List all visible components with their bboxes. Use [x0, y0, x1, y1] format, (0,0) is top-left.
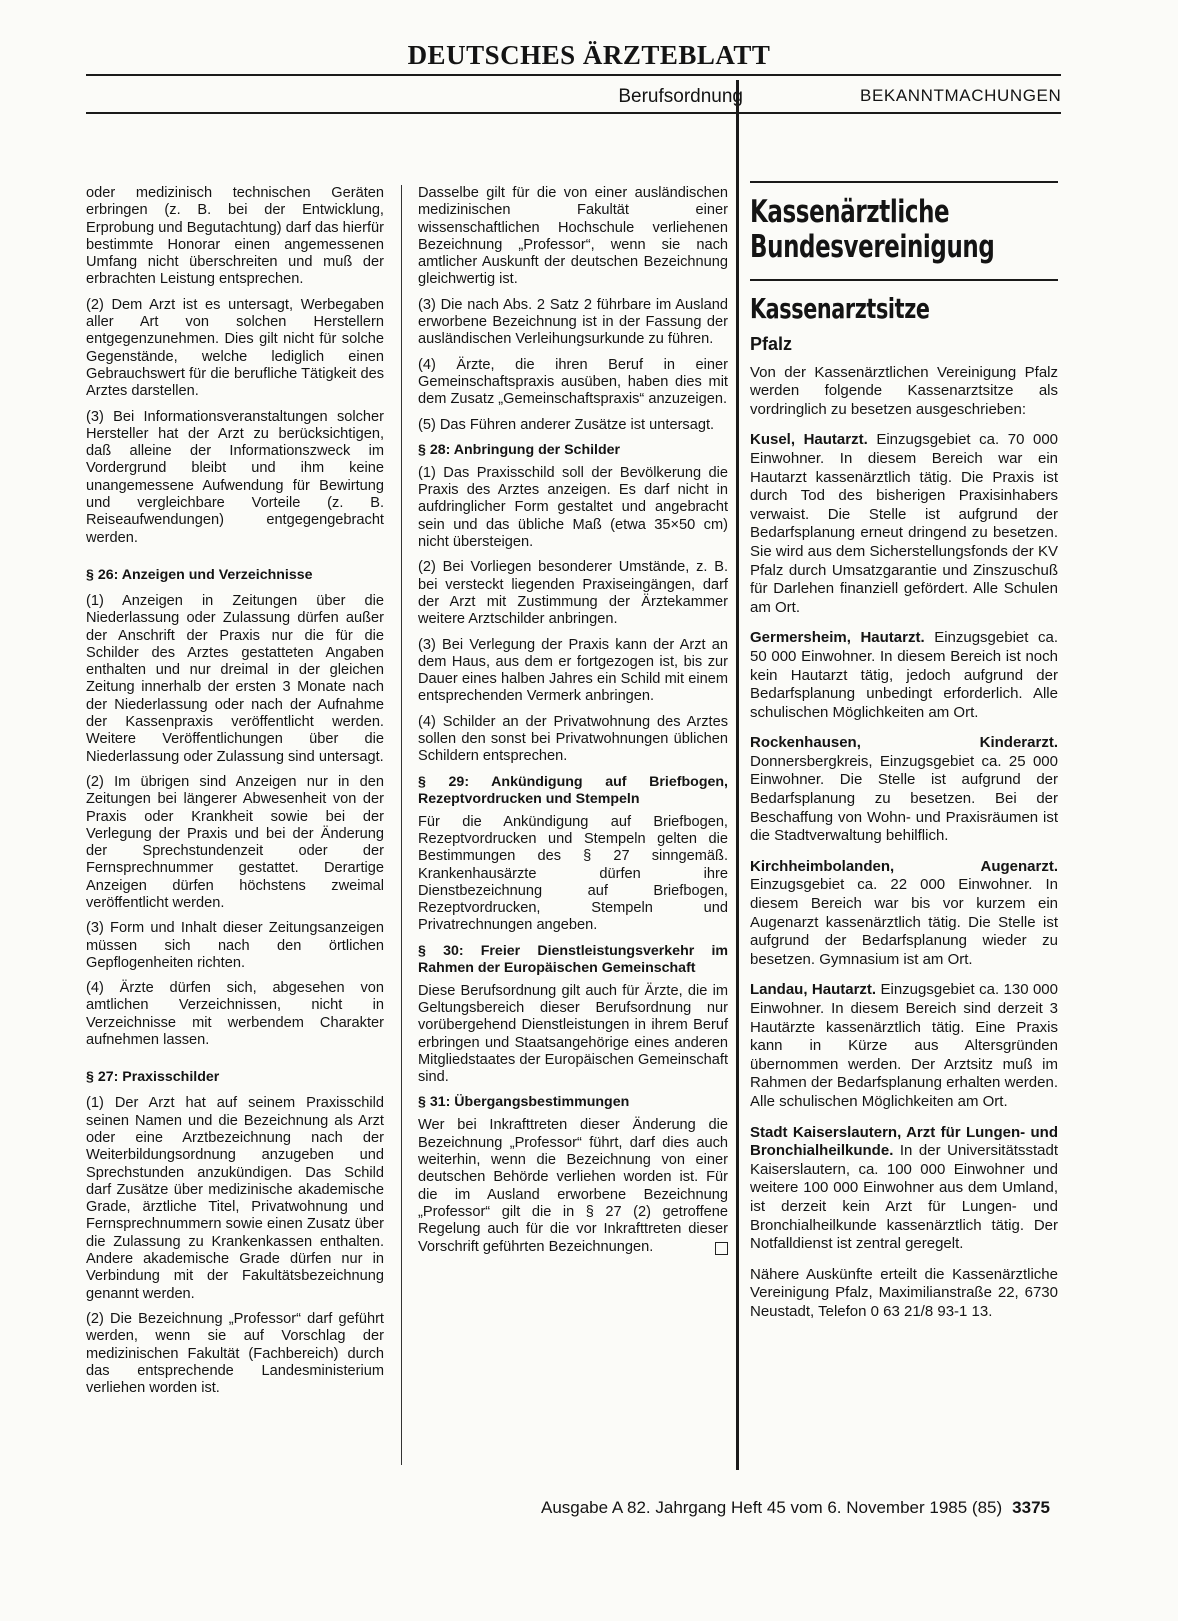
paragraph: Diese Berufsordnung gilt auch für Ärzte, die im Geltungsbereich dieser Berufsordnung nur vorübergehend Dienstleistungen in ihrem Beruf erbringen und Staatsangehörige eines anderen Mitgliedstaates der Europäischen Gemeinschaft sind. [418, 982, 728, 1086]
section-heading: § 26: Anzeigen und Verzeichnisse [86, 566, 313, 583]
paragraph: (3) Die nach Abs. 2 Satz 2 führbare im Ausland erworbene Bezeichnung ist in der Fassung der ausländischen Verleihungsurkunde zu führen. [418, 296, 728, 348]
entry [750, 629, 1058, 722]
entry [750, 858, 1058, 970]
column-1 [86, 185, 384, 1405]
paragraph: (3) Bei Verlegung der Praxis kann der Arzt an dem Haus, aus dem er fortgezogen ist, bis zur Dauer eines halben Jahres ein Schild mit einem entsprechenden Vermerk anbringen. [418, 636, 728, 705]
section-heading: § 28: Anbringung der Schilder [418, 441, 621, 458]
entry [750, 431, 1058, 617]
kbv-top-rule [750, 181, 1058, 183]
page-number: 3375 [1012, 1498, 1050, 1517]
column-divider-thick [736, 80, 739, 1470]
kbv-bottom-rule [750, 279, 1058, 281]
section-heading: § 29: Ankündigung auf Briefbogen, Rezeptvordrucken und Stempeln [418, 773, 728, 807]
paragraph: (2) Dem Arzt ist es untersagt, Werbegaben aller Art von solchen Herstellern entgegenzunehmen. Dies gilt nicht für solche Gegenstände, welche lediglich einen Gebrauchswert für die berufliche Tätigkeit des Arztes darstellen. [86, 296, 384, 400]
paragraph: (1) Anzeigen in Zeitungen über die Niederlassung oder Zulassung dürfen außer der Anschrift der Praxis nur die für die Schilder des Arztes gestatteten Angaben enthalten und nur dreimal in der gleichen Zeitung innerhalb der ersten 3 Monate nach der Niederlassung oder nach der Aufnahme der Kassenpraxis veröffentlicht werden. Weitere Veröffentlichungen über die Niederlassung oder Zulassung sind untersagt. [86, 592, 384, 765]
paragraph: (3) Form und Inhalt dieser Zeitungsanzeigen müssen sich nach den örtlichen Gepflogenheiten richten. [86, 920, 384, 971]
paragraph: (1) Der Arzt hat auf seinem Praxisschild seinen Namen und die Bezeichnung als Arzt oder eine Arztbezeichnung nach der Weiterbildungsordnung anzugeben und Sprechstunden anzukündigen. Das Schild darf Zusätze über medizinische akademische Grade, ärztliche Titel, Privatwohnung und Fernsprechnummern sowie einen Zusatz über die Zulassung zu Krankenkassen enthalten. Andere akademische Grade dürfen nur in Verbindung mit der Fakultätsbezeichnung genannt werden. [86, 1095, 384, 1302]
entry-head: Stadt Kaiserslautern, Arzt für Lungen- und Bronchialheilkunde. [750, 1123, 1058, 1160]
section-label-berufsordnung: Berufsordnung [618, 86, 743, 107]
entry-text: Donnersbergkreis, Einzugsgebiet ca. 25 000 Einwohner. Die Stelle ist aufgrund der Bedarfsplanung zu besetzen. Bei der Beschaffung von Wohn- und Praxisräumen ist die Stadtverwaltung behilflich. [750, 752, 1058, 845]
entry-text: Einzugsgebiet ca. 70 000 Einwohner. In diesem Bereich war ein Hautarzt kassenärztlich tätig. Die Praxis ist durch Tod des bisherigen Praxisinhabers verwaist. Die Stelle ist aufgrund der Bedarfsplanung erneut dringend zu besetzen. Sie wird aus dem Sicherstellungsfonds der KV Pfalz durch Umsatzgarantie und Zinszuschuß für Darlehen finanziell gefördert. Alle Schulen am Ort. [750, 431, 1059, 616]
paragraph: (1) Das Praxisschild soll der Bevölkerung die Praxis des Arztes anzeigen. Es darf nicht in aufdringlicher Form gestaltet und angebracht sein und das übliche Maß (etwa 35×50 cm) nicht übersteigen. [418, 464, 728, 551]
paragraph: (4) Ärzte dürfen sich, abgesehen von amtlichen Verzeichnissen, nicht in Verzeichnisse mit werbendem Charakter aufnehmen lassen. [86, 980, 384, 1049]
masthead: DEUTSCHES ÄRZTEBLATT [407, 40, 771, 70]
paragraph: (4) Ärzte, die ihren Beruf in einer Gemeinschaftspraxis ausüben, haben dies mit dem Zusatz „Gemeinschaftspraxis“ anzuzeigen. [418, 356, 728, 408]
entry-head: Germersheim, Hautarzt. [750, 629, 925, 647]
entry-head: Rockenhausen, Kinderarzt. [750, 734, 1058, 752]
section-heading: § 31: Übergangsbestimmungen [418, 1094, 630, 1111]
section-label-bekanntmachungen: BEKANNTMACHUNGEN [860, 86, 1062, 105]
paragraph: (2) Im übrigen sind Anzeigen nur in den Zeitungen bei längerer Abwesenheit von der Praxis oder Krankheit sowie bei der Verlegung der Praxis und bei der Änderung der Sprechstundenzeit oder der Fernsprechnummer gestattet. Derartige Anzeigen dürfen höchstens zweimal veröffentlicht werden. [86, 773, 384, 911]
region-heading: Pfalz [750, 334, 793, 354]
section-heading: § 27: Praxisschilder [86, 1069, 220, 1086]
org-title-line-2: Bundesvereinigung [750, 229, 995, 265]
footer-edition: Ausgabe A 82. Jahrgang Heft 45 vom 6. November 1985 (85) [540, 1498, 1003, 1517]
paragraph: oder medizinisch technischen Geräten erbringen (z. B. bei der Entwicklung, Erprobung und Begutachtung) darf das hierfür bestimmte Honorar einen angemessenen Umfang nicht überschreiten und muß der erbrachten Leistung entsprechen. [86, 185, 384, 288]
entry [750, 981, 1058, 1111]
header-rule [86, 112, 1061, 114]
entry-head: Kusel, Hautarzt. [750, 431, 868, 449]
column-3 [750, 185, 1058, 1334]
org-title [750, 195, 1053, 265]
entries-list [750, 431, 1058, 1253]
entry-head: Landau, Hautarzt. [750, 981, 877, 999]
entry-text: In der Universitätsstadt Kaiserslautern, ca. 100 000 Einwohner und weitere 100 000 Einwohner aus dem Umland, ist derzeit kein Arzt für Lungen- und Bronchialheilkunde kassenärztlich tätig. Der Notfalldienst ist zentral geregelt. [750, 1142, 1058, 1253]
closing-paragraph: Nähere Auskünfte erteilt die Kassenärztliche Vereinigung Pfalz, Maximilianstraße 22, 6730 Neustadt, Telefon 0 63 21/8 93-1 13. [750, 1265, 1058, 1320]
paragraph: (3) Bei Informationsveranstaltungen solcher Hersteller hat der Arzt zu berücksichtigen, daß alleine der Informationszweck im Vordergrund bleibt und ihm keine unangemessene Aufwendung für Bewirtung und vergleichbare Vorteile (z. B. Reiseaufwendungen) entgegengebracht werden. [86, 408, 384, 546]
masthead-rule [86, 74, 1061, 76]
entry [750, 734, 1058, 846]
intro-paragraph: Von der Kassenärztlichen Vereinigung Pfalz werden folgende Kassenarztsitze als vordringlich zu besetzen ausgeschrieben: [750, 363, 1058, 418]
entry-head: Kirchheimbolanden, Augenarzt. [750, 857, 1058, 875]
paragraph: (5) Das Führen anderer Zusätze ist untersagt. [418, 416, 715, 433]
paragraph: (2) Die Bezeichnung „Professor“ darf geführt werden, wenn sie auf Vorschlag der medizinischen Fakultät (Fachbereich) durch das entsprechende Landesministerium verliehen worden ist. [86, 1310, 384, 1397]
footer [541, 1498, 1050, 1518]
entry [750, 1124, 1058, 1254]
column-divider-thin [401, 185, 402, 1465]
entry-text: Einzugsgebiet ca. 130 000 Einwohner. In diesem Bereich sind derzeit 3 Hautärzte kassenärztlich tätig. Eine Praxis kann in Kürze aus Altersgründen übernommen werden. Der Arztsitz muß im Rahmen der Bedarfsplanung erhalten werden. Alle schulischen Möglichkeiten am Ort. [750, 981, 1058, 1110]
paragraph: Dasselbe gilt für die von einer ausländischen medizinischen Fakultät einer wissenschaftlichen Hochschule verliehenen Bezeichnung „Professor“, wenn sie nach amtlicher Auskunft der deutschen Bezeichnung gleichwertig ist. [418, 185, 728, 288]
entry-text: Einzugsgebiet ca. 50 000 Einwohner. In diesem Bereich ist noch kein Hautarzt tätig, jedoch aufgrund der Bedarfsplanung unbedingt erforderlich. Alle schulischen Möglichkeiten am Ort. [750, 629, 1058, 721]
end-of-article-mark [715, 1242, 728, 1255]
org-title-line-1: Kassenärztliche [750, 194, 950, 230]
paragraph: Für die Ankündigung auf Briefbogen, Rezeptvordrucken und Stempeln gelten die Bestimmungen des § 27 sinngemäß. Krankenhausärzte dürfen ihre Dienstbezeichnung auf Briefbogen, Rezeptvordrucken, Stempeln und Privatrechnungen angeben. [418, 813, 728, 934]
paragraph: (4) Schilder an der Privatwohnung des Arztes sollen den sonst bei Privatwohnungen üblichen Schildern entsprechen. [418, 713, 728, 765]
paragraph: Wer bei Inkrafttreten dieser Änderung die Bezeichnung „Professor“ führt, darf dies auch weiterhin, wenn die Bezeichnung von einer deutschen Behörde verliehen worden ist. Für die im Ausland erworbene Bezeichnung „Professor“ gilt die in § 27 (2) getroffene Regelung auch für die vor Inkrafttreten dieser Vorschrift geführten Bezeichnungen. [418, 1117, 728, 1255]
section-title: Kassenarztsitze [750, 292, 930, 325]
column-2 [418, 185, 728, 1264]
paragraph: (2) Bei Vorliegen besonderer Umstände, z. B. bei versteckt liegenden Praxiseingängen, darf der Arzt mit Zustimmung der Ärztekammer weitere Arztschilder anbringen. [418, 559, 728, 628]
section-heading: § 30: Freier Dienstleistungsverkehr im Rahmen der Europäischen Gemeinschaft [418, 942, 728, 976]
entry-text: Einzugsgebiet ca. 22 000 Einwohner. In diesem Bereich war bis vor kurzem ein Augenarzt kassenärztlich tätig. Die Stelle ist aufgrund der Bedarfsplanung wieder zu besetzen. Gymnasium ist am Ort. [750, 876, 1058, 968]
